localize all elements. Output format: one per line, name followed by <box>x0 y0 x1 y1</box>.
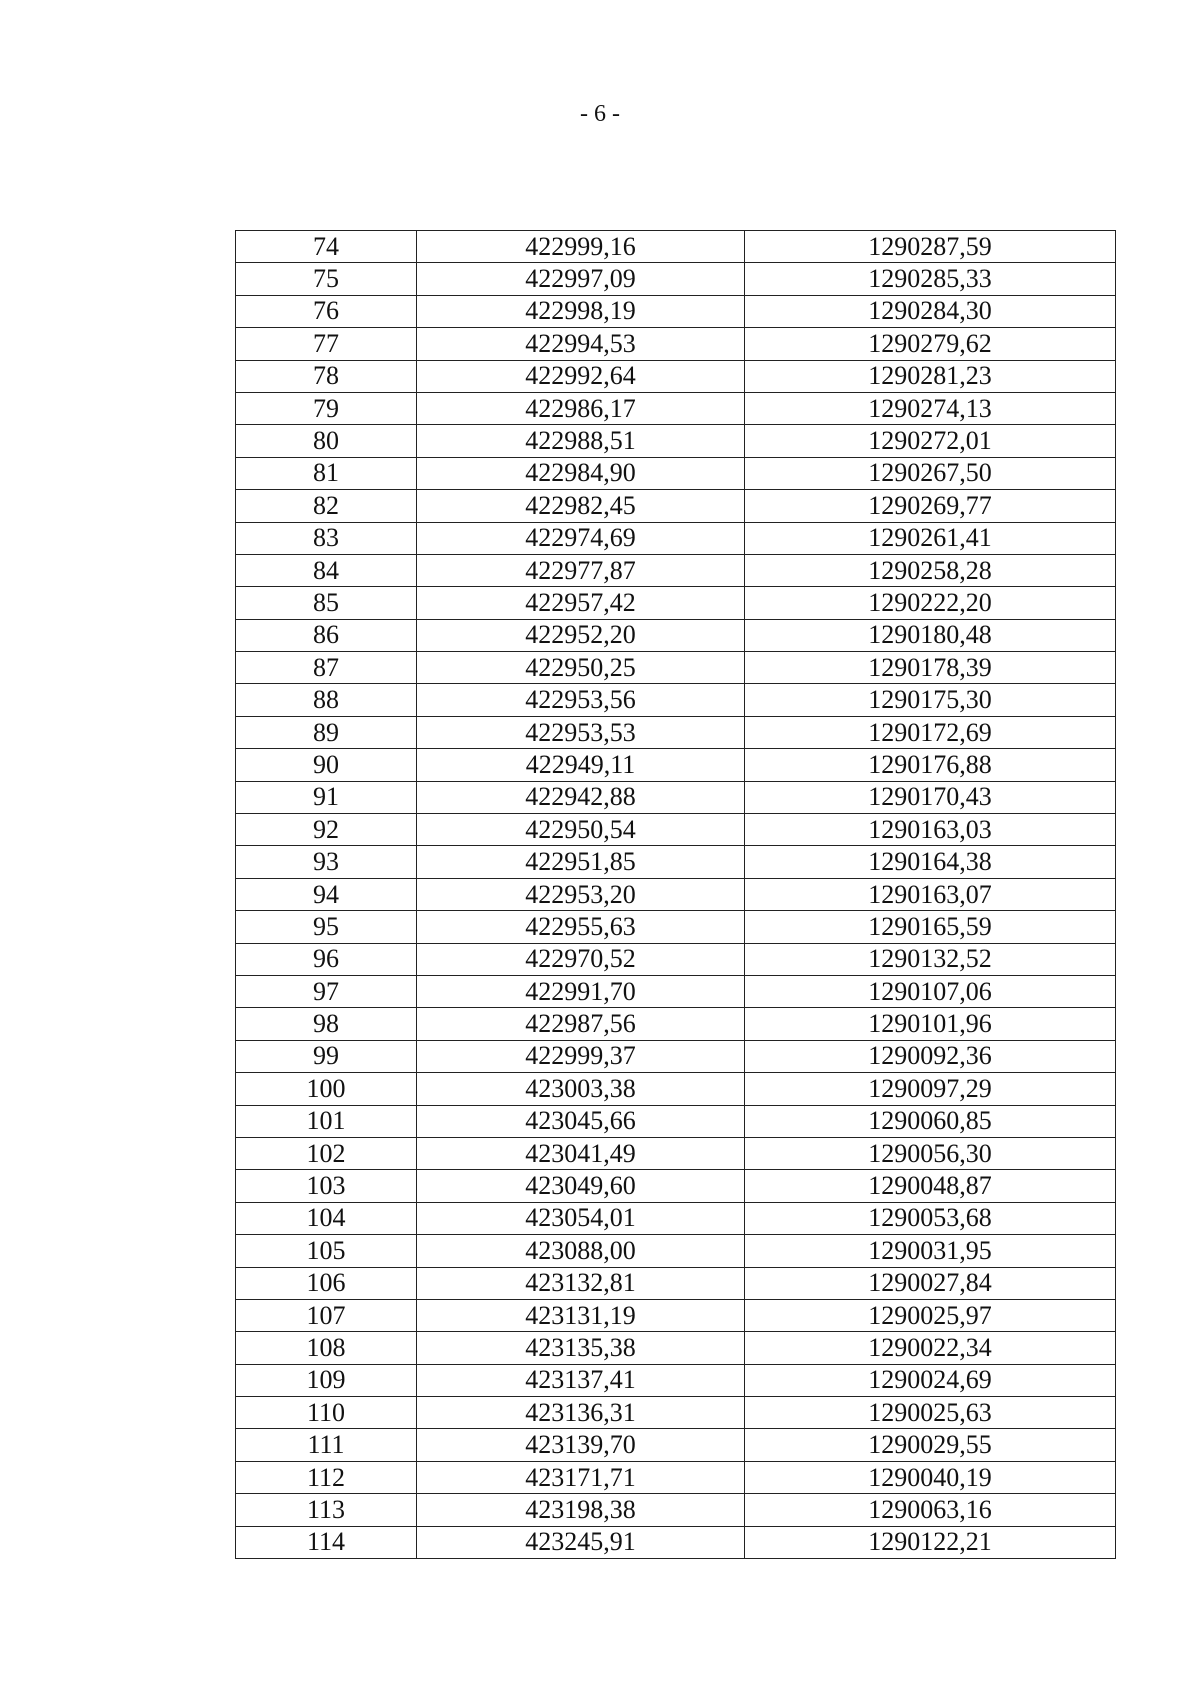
point-number-cell: 88 <box>236 684 417 716</box>
point-number-cell: 99 <box>236 1040 417 1072</box>
point-number-cell: 105 <box>236 1235 417 1267</box>
x-coordinate-cell: 422984,90 <box>417 457 745 489</box>
table-row <box>236 1267 1116 1299</box>
x-coordinate-cell: 423003,38 <box>417 1073 745 1105</box>
y-coordinate-cell: 1290164,38 <box>745 846 1116 878</box>
y-coordinate-cell: 1290048,87 <box>745 1170 1116 1202</box>
point-number-cell: 80 <box>236 425 417 457</box>
y-coordinate-cell: 1290178,39 <box>745 652 1116 684</box>
y-coordinate-cell: 1290025,63 <box>745 1397 1116 1429</box>
x-coordinate-cell: 422986,17 <box>417 392 745 424</box>
point-number-cell: 96 <box>236 943 417 975</box>
table-row <box>236 295 1116 327</box>
y-coordinate-cell: 1290287,59 <box>745 231 1116 263</box>
point-number-cell: 110 <box>236 1397 417 1429</box>
x-coordinate-cell: 423041,49 <box>417 1137 745 1169</box>
table-row <box>236 652 1116 684</box>
table-row <box>236 846 1116 878</box>
table-row <box>236 328 1116 360</box>
table-row <box>236 1040 1116 1072</box>
point-number-cell: 106 <box>236 1267 417 1299</box>
table-row <box>236 1429 1116 1461</box>
x-coordinate-cell: 423245,91 <box>417 1526 745 1558</box>
table-row <box>236 425 1116 457</box>
point-number-cell: 95 <box>236 911 417 943</box>
point-number-cell: 98 <box>236 1008 417 1040</box>
point-number-cell: 100 <box>236 1073 417 1105</box>
table-row <box>236 1202 1116 1234</box>
y-coordinate-cell: 1290267,50 <box>745 457 1116 489</box>
table-row <box>236 587 1116 619</box>
table-row <box>236 392 1116 424</box>
x-coordinate-cell: 423135,38 <box>417 1332 745 1364</box>
point-number-cell: 93 <box>236 846 417 878</box>
point-number-cell: 102 <box>236 1137 417 1169</box>
table-row <box>236 878 1116 910</box>
y-coordinate-cell: 1290281,23 <box>745 360 1116 392</box>
x-coordinate-cell: 422952,20 <box>417 619 745 651</box>
y-coordinate-cell: 1290170,43 <box>745 781 1116 813</box>
point-number-cell: 81 <box>236 457 417 489</box>
table-row <box>236 1170 1116 1202</box>
y-coordinate-cell: 1290258,28 <box>745 554 1116 586</box>
y-coordinate-cell: 1290222,20 <box>745 587 1116 619</box>
table-row <box>236 716 1116 748</box>
x-coordinate-cell: 423045,66 <box>417 1105 745 1137</box>
y-coordinate-cell: 1290180,48 <box>745 619 1116 651</box>
x-coordinate-cell: 422970,52 <box>417 943 745 975</box>
point-number-cell: 82 <box>236 490 417 522</box>
point-number-cell: 86 <box>236 619 417 651</box>
y-coordinate-cell: 1290172,69 <box>745 716 1116 748</box>
x-coordinate-cell: 423198,38 <box>417 1494 745 1526</box>
point-number-cell: 79 <box>236 392 417 424</box>
point-number-cell: 84 <box>236 554 417 586</box>
point-number-cell: 101 <box>236 1105 417 1137</box>
table-row <box>236 1397 1116 1429</box>
y-coordinate-cell: 1290122,21 <box>745 1526 1116 1558</box>
x-coordinate-cell: 423137,41 <box>417 1364 745 1396</box>
y-coordinate-cell: 1290279,62 <box>745 328 1116 360</box>
point-number-cell: 89 <box>236 716 417 748</box>
x-coordinate-cell: 422992,64 <box>417 360 745 392</box>
table-row <box>236 814 1116 846</box>
x-coordinate-cell: 422942,88 <box>417 781 745 813</box>
x-coordinate-cell: 423088,00 <box>417 1235 745 1267</box>
table-row <box>236 749 1116 781</box>
x-coordinate-cell: 423139,70 <box>417 1429 745 1461</box>
y-coordinate-cell: 1290027,84 <box>745 1267 1116 1299</box>
x-coordinate-cell: 422951,85 <box>417 846 745 878</box>
table-row <box>236 619 1116 651</box>
x-coordinate-cell: 423136,31 <box>417 1397 745 1429</box>
table-row <box>236 1461 1116 1493</box>
point-number-cell: 83 <box>236 522 417 554</box>
y-coordinate-cell: 1290063,16 <box>745 1494 1116 1526</box>
y-coordinate-cell: 1290029,55 <box>745 1429 1116 1461</box>
x-coordinate-cell: 422950,54 <box>417 814 745 846</box>
table-row <box>236 1137 1116 1169</box>
point-number-cell: 74 <box>236 231 417 263</box>
table-row <box>236 684 1116 716</box>
table-row <box>236 1332 1116 1364</box>
page-number: - 6 - <box>580 101 620 127</box>
table-row <box>236 263 1116 295</box>
y-coordinate-cell: 1290284,30 <box>745 295 1116 327</box>
point-number-cell: 103 <box>236 1170 417 1202</box>
y-coordinate-cell: 1290053,68 <box>745 1202 1116 1234</box>
table-row <box>236 457 1116 489</box>
x-coordinate-cell: 422997,09 <box>417 263 745 295</box>
point-number-cell: 87 <box>236 652 417 684</box>
table-row <box>236 1299 1116 1331</box>
y-coordinate-cell: 1290261,41 <box>745 522 1116 554</box>
y-coordinate-cell: 1290040,19 <box>745 1461 1116 1493</box>
y-coordinate-cell: 1290176,88 <box>745 749 1116 781</box>
table-row <box>236 781 1116 813</box>
y-coordinate-cell: 1290285,33 <box>745 263 1116 295</box>
point-number-cell: 85 <box>236 587 417 619</box>
table-row <box>236 1526 1116 1558</box>
point-number-cell: 97 <box>236 975 417 1007</box>
table-row <box>236 1073 1116 1105</box>
x-coordinate-cell: 422974,69 <box>417 522 745 554</box>
y-coordinate-cell: 1290022,34 <box>745 1332 1116 1364</box>
x-coordinate-cell: 422982,45 <box>417 490 745 522</box>
table-row <box>236 975 1116 1007</box>
point-number-cell: 90 <box>236 749 417 781</box>
y-coordinate-cell: 1290101,96 <box>745 1008 1116 1040</box>
y-coordinate-cell: 1290272,01 <box>745 425 1116 457</box>
x-coordinate-cell: 422999,37 <box>417 1040 745 1072</box>
y-coordinate-cell: 1290097,29 <box>745 1073 1116 1105</box>
point-number-cell: 78 <box>236 360 417 392</box>
x-coordinate-cell: 423171,71 <box>417 1461 745 1493</box>
x-coordinate-cell: 422955,63 <box>417 911 745 943</box>
x-coordinate-cell: 422988,51 <box>417 425 745 457</box>
x-coordinate-cell: 422998,19 <box>417 295 745 327</box>
x-coordinate-cell: 422977,87 <box>417 554 745 586</box>
y-coordinate-cell: 1290031,95 <box>745 1235 1116 1267</box>
coordinates-table <box>235 230 1116 1559</box>
point-number-cell: 75 <box>236 263 417 295</box>
point-number-cell: 113 <box>236 1494 417 1526</box>
x-coordinate-cell: 423049,60 <box>417 1170 745 1202</box>
point-number-cell: 111 <box>236 1429 417 1461</box>
y-coordinate-cell: 1290269,77 <box>745 490 1116 522</box>
x-coordinate-cell: 422950,25 <box>417 652 745 684</box>
point-number-cell: 107 <box>236 1299 417 1331</box>
y-coordinate-cell: 1290163,07 <box>745 878 1116 910</box>
x-coordinate-cell: 422949,11 <box>417 749 745 781</box>
y-coordinate-cell: 1290060,85 <box>745 1105 1116 1137</box>
y-coordinate-cell: 1290024,69 <box>745 1364 1116 1396</box>
table-row <box>236 522 1116 554</box>
x-coordinate-cell: 422991,70 <box>417 975 745 1007</box>
y-coordinate-cell: 1290132,52 <box>745 943 1116 975</box>
table-row <box>236 911 1116 943</box>
table-row <box>236 490 1116 522</box>
table-row <box>236 1235 1116 1267</box>
x-coordinate-cell: 422994,53 <box>417 328 745 360</box>
point-number-cell: 108 <box>236 1332 417 1364</box>
x-coordinate-cell: 422953,20 <box>417 878 745 910</box>
point-number-cell: 112 <box>236 1461 417 1493</box>
point-number-cell: 94 <box>236 878 417 910</box>
y-coordinate-cell: 1290163,03 <box>745 814 1116 846</box>
x-coordinate-cell: 422987,56 <box>417 1008 745 1040</box>
x-coordinate-cell: 423054,01 <box>417 1202 745 1234</box>
coordinates-table-body <box>236 231 1116 1559</box>
table-row <box>236 554 1116 586</box>
point-number-cell: 104 <box>236 1202 417 1234</box>
y-coordinate-cell: 1290092,36 <box>745 1040 1116 1072</box>
x-coordinate-cell: 423132,81 <box>417 1267 745 1299</box>
point-number-cell: 91 <box>236 781 417 813</box>
table-row <box>236 1494 1116 1526</box>
y-coordinate-cell: 1290274,13 <box>745 392 1116 424</box>
x-coordinate-cell: 423131,19 <box>417 1299 745 1331</box>
table-row <box>236 360 1116 392</box>
x-coordinate-cell: 422999,16 <box>417 231 745 263</box>
y-coordinate-cell: 1290165,59 <box>745 911 1116 943</box>
x-coordinate-cell: 422957,42 <box>417 587 745 619</box>
table-row <box>236 1364 1116 1396</box>
table-row <box>236 1008 1116 1040</box>
y-coordinate-cell: 1290175,30 <box>745 684 1116 716</box>
y-coordinate-cell: 1290107,06 <box>745 975 1116 1007</box>
x-coordinate-cell: 422953,53 <box>417 716 745 748</box>
table-row <box>236 943 1116 975</box>
point-number-cell: 77 <box>236 328 417 360</box>
point-number-cell: 76 <box>236 295 417 327</box>
point-number-cell: 92 <box>236 814 417 846</box>
x-coordinate-cell: 422953,56 <box>417 684 745 716</box>
y-coordinate-cell: 1290025,97 <box>745 1299 1116 1331</box>
point-number-cell: 114 <box>236 1526 417 1558</box>
point-number-cell: 109 <box>236 1364 417 1396</box>
table-row <box>236 231 1116 263</box>
table-row <box>236 1105 1116 1137</box>
y-coordinate-cell: 1290056,30 <box>745 1137 1116 1169</box>
